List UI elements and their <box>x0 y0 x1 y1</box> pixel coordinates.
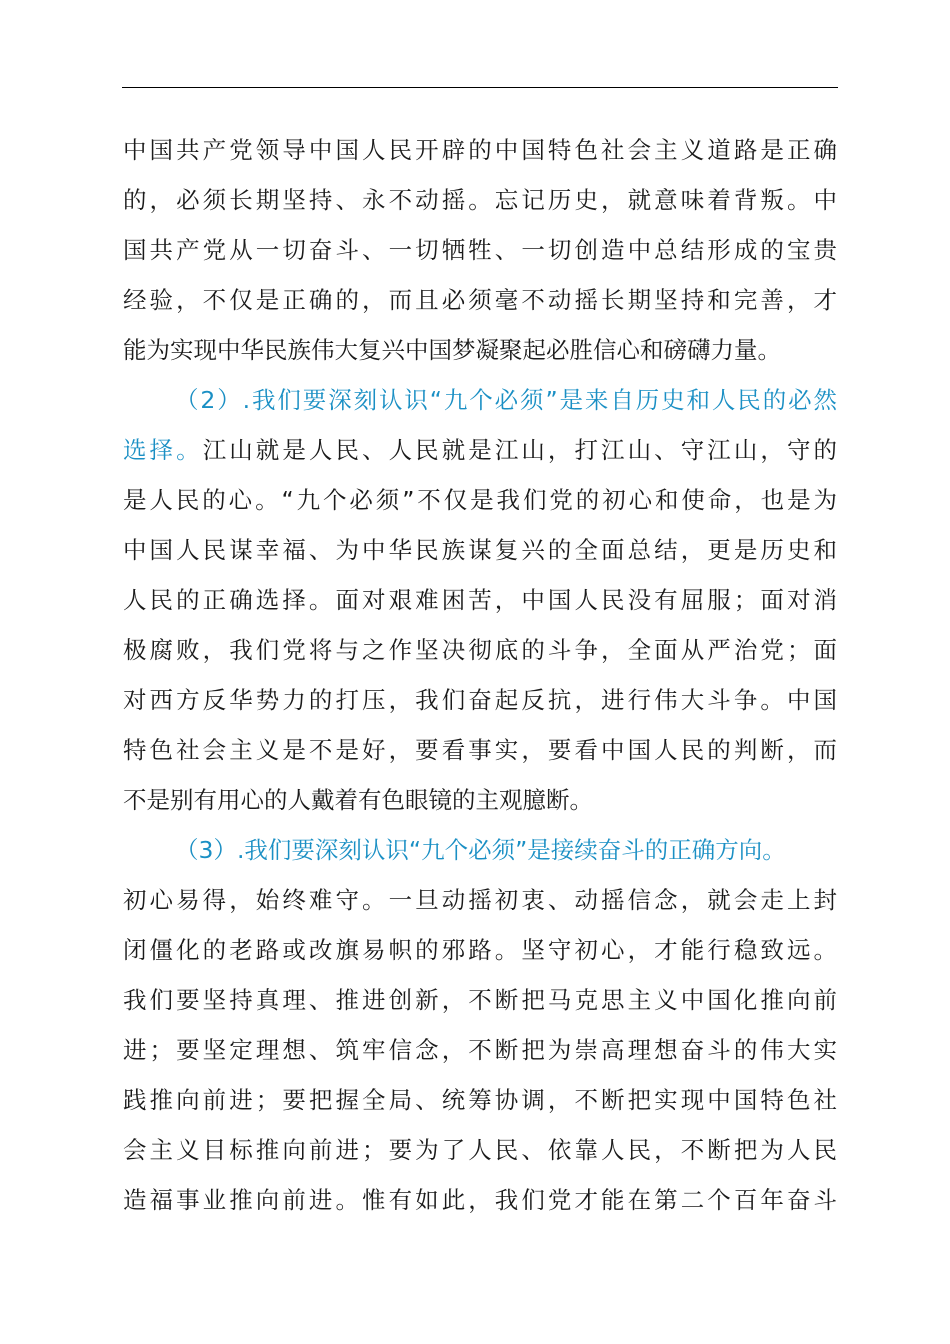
paragraph-2-line: 对西方反华势力的打压，我们奋起反抗，进行伟大斗争。中国 <box>123 686 837 714</box>
paragraph-1-line: 能为实现中华民族伟大复兴中国梦凝聚起必胜信心和磅礴力量。 <box>123 336 781 364</box>
paragraph-2-line: 人民的正确选择。面对艰难困苦，中国人民没有屈服；面对消 <box>123 586 837 614</box>
paragraph-3-line: 初心易得，始终难守。一旦动摇初衷、动摇信念，就会走上封 <box>123 886 837 914</box>
paragraph-2-line: 是人民的心。“九个必须”不仅是我们党的初心和使命，也是为 <box>123 486 837 514</box>
paragraph-2-text: 江山就是人民、人民就是江山，打江山、守江山，守的 <box>202 436 837 464</box>
paragraph-2-line: 中国人民谋幸福、为中华民族谋复兴的全面总结，更是历史和 <box>123 536 837 564</box>
paragraph-1-line: 国共产党从一切奋斗、一切牺牲、一切创造中总结形成的宝贵 <box>123 236 837 264</box>
paragraph-3-line: 践推向前进；要把握全局、统筹协调，不断把实现中国特色社 <box>123 1086 837 1114</box>
document-body <box>123 125 837 1225</box>
section-2-heading-end: 选择。 <box>123 436 203 464</box>
paragraph-3-line: 进；要坚定理想、筑牢信念，不断把为崇高理想奋斗的伟大实 <box>123 1036 837 1064</box>
paragraph-1-line: 的，必须长期坚持、永不动摇。忘记历史，就意味着背叛。中 <box>123 186 837 214</box>
paragraph-3-line: 会主义目标推向前进；要为了人民、依靠人民，不断把为人民 <box>123 1136 837 1164</box>
paragraph-2-line: 特色社会主义是不是好，要看事实，要看中国人民的判断，而 <box>123 736 837 764</box>
paragraph-1-line: 经验，不仅是正确的，而且必须毫不动摇长期坚持和完善，才 <box>123 286 837 314</box>
section-2-heading: （2）.我们要深刻认识“九个必须”是来自历史和人民的必然 <box>175 386 837 414</box>
section-3-heading: （3）.我们要深刻认识“九个必须”是接续奋斗的正确方向。 <box>175 836 786 864</box>
paragraph-1-line: 中国共产党领导中国人民开辟的中国特色社会主义道路是正确 <box>123 136 837 164</box>
paragraph-2-line: 极腐败，我们党将与之作坚决彻底的斗争，全面从严治党；面 <box>123 636 837 664</box>
paragraph-3-line: 造福事业推向前进。惟有如此，我们党才能在第二个百年奋斗 <box>123 1186 837 1214</box>
paragraph-2-line <box>123 425 837 475</box>
paragraph-2-line: 不是别有用心的人戴着有色眼镜的主观臆断。 <box>123 786 593 814</box>
header-rule <box>122 87 838 88</box>
paragraph-3-line: 闭僵化的老路或改旗易帜的邪路。坚守初心，才能行稳致远。 <box>123 936 837 964</box>
paragraph-3-line: 我们要坚持真理、推进创新，不断把马克思主义中国化推向前 <box>123 986 837 1014</box>
